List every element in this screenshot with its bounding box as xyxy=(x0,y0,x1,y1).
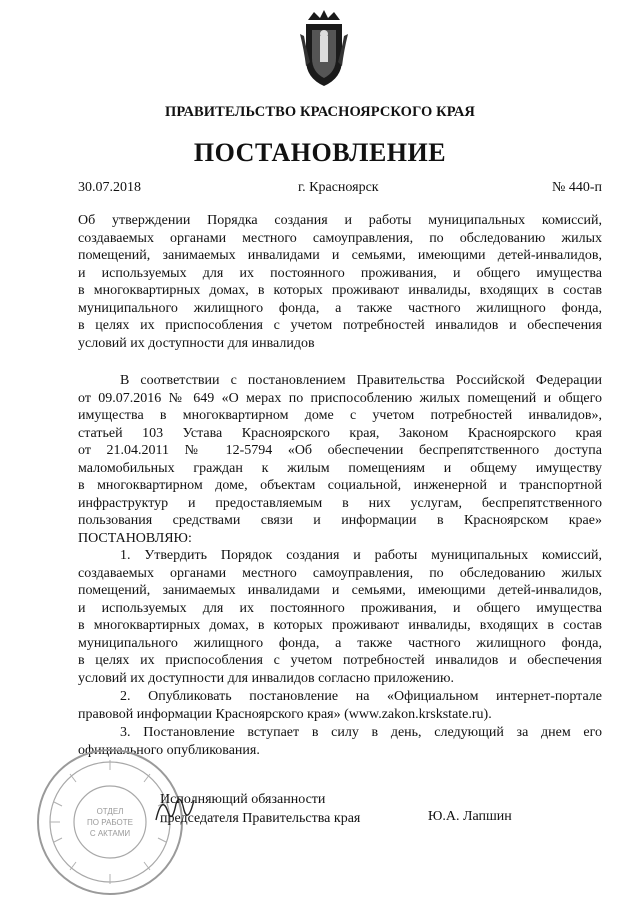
subject-line: муниципального жилищного фонда, а также частного жилищного фонда, xyxy=(78,300,602,316)
item-1-line: и используемых для их постоянного проживания, и общего имущества xyxy=(78,600,602,616)
subject-line: в многоквартирных домах, в которых проживают инвалиды, входящих в состав xyxy=(78,283,602,298)
document-city: г. Красноярск xyxy=(298,180,379,195)
resolution-word: ПОСТАНОВЛЯЮ: xyxy=(78,530,192,546)
item-1-line: создаваемых органами местного самоуправления, по обследованию жилых xyxy=(78,565,602,581)
subject-line: создаваемых органами местного самоуправления, по обследованию жилых xyxy=(78,230,602,246)
government-title: ПРАВИТЕЛЬСТВО КРАСНОЯРСКОГО КРАЯ xyxy=(164,104,475,120)
document-meta xyxy=(78,180,602,200)
item-1-line: помещений, занимаемых инвалидами и семьями, имеющими детей-инвалидов, xyxy=(78,583,602,598)
item-3-line: 3. Постановление вступает в силу в день, следующий за днем его xyxy=(120,725,602,740)
signatory-role-line-1: Исполняющий обязанности xyxy=(160,792,326,807)
preamble-line: имущества в многоквартирном доме с учетом потребностей инвалидов», xyxy=(78,408,602,423)
subject-line: в целях их приспособления с учетом потребностей инвалидов и обеспечения xyxy=(78,318,602,333)
signatory-name: Ю.А. Лапшин xyxy=(428,809,512,824)
document-date: 30.07.2018 xyxy=(78,180,141,195)
document-number: № 440-п xyxy=(551,180,602,195)
coat-of-arms-icon xyxy=(298,10,350,88)
subject-paragraph xyxy=(78,212,602,352)
preamble-line: инфраструктур и предоставляемым в них услугам, беспрепятственного xyxy=(78,495,602,511)
subject-line: помещений, занимаемых инвалидами и семьями, имеющими детей-инвалидов, xyxy=(78,248,602,263)
subject-line: Об утверждении Порядка создания и работы муниципальных комиссий, xyxy=(78,213,602,228)
preamble-line: пользования средствами связи и информации в Красноярском крае» xyxy=(78,513,602,528)
preamble-paragraph xyxy=(78,372,602,547)
signatory-role-line-2: председателя Правительства края xyxy=(160,811,361,826)
item-1-paragraph xyxy=(78,547,602,687)
item-2-line: правовой информации Красноярского края» (www.zakon.krskstate.ru). xyxy=(78,706,492,722)
preamble-line: в многоквартирном доме, объектам социальной, инженерной и транспортной xyxy=(78,478,602,493)
item-3-line: официального опубликования. xyxy=(78,742,260,758)
item-1-line: в целях их приспособления с учетом потребностей инвалидов и обеспечения xyxy=(78,653,602,668)
preamble-line: от 09.07.2016 № 649 «О мерах по приспособлению жилых помещений и общего xyxy=(78,390,602,406)
item-2-paragraph xyxy=(78,688,602,723)
document-type: ПОСТАНОВЛЕНИЕ xyxy=(193,138,447,167)
item-1-line: в многоквартирных домах, в которых проживают инвалиды, входящих в состав xyxy=(78,618,602,633)
subject-line: и используемых для их постоянного проживания, и общего имущества xyxy=(78,265,602,281)
preamble-line: от 21.04.2011 № 12-5794 «Об обеспечении беспрепятственного доступа xyxy=(78,443,602,458)
stamp-text: ОТДЕЛ xyxy=(96,807,124,816)
item-2-line: 2. Опубликовать постановление на «Официальном интернет-портале xyxy=(120,689,602,704)
item-1-line: муниципального жилищного фонда, а также частного жилищного фонда, xyxy=(78,635,602,651)
preamble-line: маломобильных граждан к жилым помещениям и общему имуществу xyxy=(78,460,602,476)
item-1-line: 1. Утвердить Порядок создания и работы муниципальных комиссий, xyxy=(120,548,602,563)
stamp-text: С АКТАМИ xyxy=(89,829,131,838)
stamp-text: ПО РАБОТЕ xyxy=(87,818,133,827)
item-1-line: условий их доступности для инвалидов согласно приложению. xyxy=(78,670,454,686)
signature-scribble-icon xyxy=(150,790,200,830)
subject-line: условий их доступности для инвалидов xyxy=(78,335,315,351)
preamble-line: В соответствии с постановлением Правительства Российской Федерации xyxy=(120,373,602,388)
preamble-line: статьей 103 Устава Красноярского края, Законом Красноярского края xyxy=(78,425,602,441)
